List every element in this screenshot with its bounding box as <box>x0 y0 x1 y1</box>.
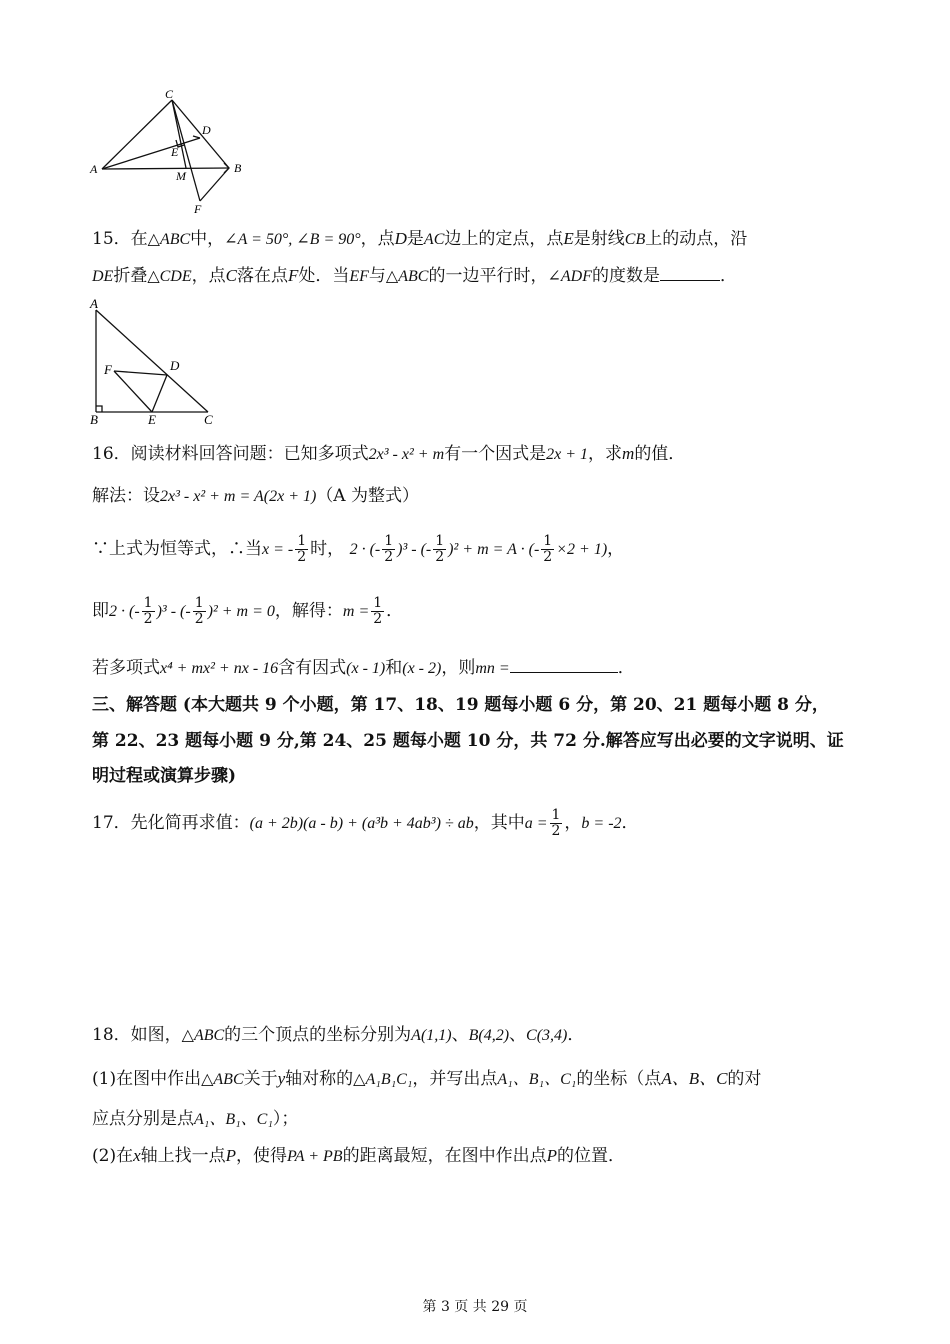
q16-text: ∵上式为恒等式，∴当 <box>92 539 262 559</box>
q15-point-E: E <box>563 229 574 248</box>
q18-part1-line1 <box>92 1066 761 1093</box>
q18-text: 、 <box>451 1025 469 1045</box>
fig2-label-D: D <box>170 358 180 373</box>
q16-text: ，则 <box>441 658 476 678</box>
q18-text: 如图， <box>130 1025 182 1045</box>
q18-distance-sum: PA + PB <box>287 1148 343 1165</box>
q16-fraction-half: $\frac{1}{2}$ <box>373 595 383 627</box>
q15-line1 <box>92 226 747 253</box>
section3-heading-line3: 明过程或演算步骤) <box>92 766 237 786</box>
q16-identity-line <box>92 532 624 567</box>
fig1-label-E: E <box>171 145 179 159</box>
section3-heading-line2: 第 22、23 题每小题 9 分,第 24、25 题每小题 10 分，共 72 分.解答应写出必要的文字说明、证 <box>92 731 844 751</box>
q16-fraction-half: $\frac{1}{2}$ <box>143 595 153 627</box>
q15-triangle-CDE: △CDE <box>147 268 192 285</box>
q18-number: 18． <box>92 1025 131 1045</box>
fig1-label-M: M <box>176 169 186 183</box>
q16-factor-1: (x - 1) <box>346 660 386 677</box>
q18-points-original: A、B、C <box>661 1069 728 1088</box>
q15-text: 中， <box>190 229 225 249</box>
q18-text: ，并写出点 <box>412 1069 498 1089</box>
q15-triangle: △ABC <box>147 231 191 248</box>
q16-text: ，求 <box>588 444 623 464</box>
fig2-label-F: F <box>104 362 112 377</box>
q18-line1 <box>92 1022 584 1049</box>
q16-solve-line <box>92 594 403 629</box>
fig1-label-B: B <box>234 161 242 175</box>
q18-point-P: P <box>546 1146 557 1165</box>
q17-text: 先化简再求值： <box>130 813 250 833</box>
q15-segment-DE: DE <box>92 268 114 285</box>
q18-text: ． <box>567 1025 585 1045</box>
q15-text: ，点 <box>360 229 395 249</box>
section3-heading-line1: 三、解答题 (本大题共 9 个小题，第 17、18、19 题每小题 6 分，第 20、21 题每小题 8 分， <box>92 695 829 715</box>
q16-text: 含有因式 <box>278 658 347 678</box>
q16-text: 和 <box>385 658 403 678</box>
q15-text: 处．当 <box>298 266 350 286</box>
q18-text: 的距离最短，在图中作出点 <box>342 1146 547 1166</box>
q17-text: ． <box>621 813 639 833</box>
q18-x-axis: x <box>133 1146 141 1165</box>
q15-text: ． <box>719 266 737 286</box>
q15-text: 是射线 <box>573 229 625 249</box>
q15-text: 是 <box>406 229 424 249</box>
q18-text: 的位置． <box>556 1146 625 1166</box>
q16-text: 阅读材料回答问题：已知多项式 <box>130 444 369 464</box>
q16-text: ． <box>617 658 635 678</box>
q18-text: 关于 <box>243 1069 278 1089</box>
q18-text: ，使得 <box>236 1146 288 1166</box>
q16-text: 的值． <box>634 444 686 464</box>
q16-m-value: m = <box>342 603 370 620</box>
q15-condition: ∠A = 50°, ∠B = 90° <box>224 231 361 248</box>
q16-text: ． <box>386 601 404 621</box>
q16-fraction-half: $\frac{1}{2}$ <box>297 533 307 565</box>
fig1-label-A: A <box>90 162 98 176</box>
q16-x-value: x = - <box>262 541 294 558</box>
q15-text: 的一边平行时， <box>428 266 548 286</box>
q15-segment-AC: AC <box>423 231 445 248</box>
q15-point-D: D <box>394 229 407 248</box>
fig2-label-A: A <box>90 296 98 311</box>
q15-text: ，点 <box>191 266 226 286</box>
q18-text: 的坐标（点 <box>576 1069 662 1089</box>
q18-points-reflected: A₁、B₁、C₁ <box>497 1071 577 1088</box>
q16-eq-part: 2 · (- <box>349 541 381 558</box>
q18-triangle: △ABC <box>181 1027 225 1044</box>
q16-line1 <box>92 441 685 468</box>
q16-eq2-part: 2 · (- <box>109 603 140 620</box>
q18-text: 轴对称的 <box>285 1069 354 1089</box>
q16-text: 时， <box>310 539 345 559</box>
q18-text: (1)在图中作出 <box>92 1069 202 1089</box>
q16-mn: mn = <box>475 660 510 677</box>
q16-var-m: m <box>622 444 635 463</box>
q18-point-B: B(4,2) <box>468 1027 510 1044</box>
q16-eq-part: ×2 + 1) <box>556 541 608 558</box>
q16-eq-part: )² + m = A · (- <box>448 541 540 558</box>
q16-answer-blank[interactable] <box>510 654 618 673</box>
q16-text: ，解得： <box>274 601 343 621</box>
q16-fraction-half: $\frac{1}{2}$ <box>384 533 394 565</box>
q16-question-line <box>92 654 635 682</box>
q18-triangle-reflected: △A₁B₁C₁ <box>353 1071 413 1088</box>
q16-eq2-part: )³ - (- <box>156 603 191 620</box>
q17-number: 17． <box>92 813 131 833</box>
q15-answer-blank[interactable] <box>660 262 720 281</box>
q18-text: 的三个顶点的坐标分别为 <box>224 1025 412 1045</box>
q18-points-reflected: A₁、B₁、C₁ <box>194 1111 273 1128</box>
q17-line <box>92 806 639 841</box>
fig2-label-C: C <box>204 412 213 427</box>
q18-triangle: △ABC <box>201 1071 244 1088</box>
q18-part2-line <box>92 1143 625 1170</box>
q16-eq2-part: )² + m = 0 <box>207 603 275 620</box>
q15-point-F: F <box>287 266 299 285</box>
q16-text: 若多项式 <box>92 658 160 678</box>
q17-expression: (a + 2b)(a - b) + (a³b + 4ab³) ÷ ab <box>249 815 474 832</box>
q18-text: 轴上找一点 <box>140 1146 226 1166</box>
q16-text: 即 <box>92 601 109 621</box>
fig2-label-E: E <box>148 412 156 427</box>
q17-fraction-half: $\frac{1}{2}$ <box>551 807 561 839</box>
q16-solution-line <box>92 483 419 510</box>
q15-ray-CB: CB <box>624 231 646 248</box>
fig1-label-F: F <box>194 202 202 216</box>
q15-text: 的度数是 <box>591 266 660 286</box>
page-footer: 第 3 页 共 29 页 <box>422 1299 528 1315</box>
q16-factor: 2x + 1 <box>546 446 589 463</box>
q15-text: 在 <box>130 229 148 249</box>
q15-line2 <box>92 262 737 290</box>
fig2-label-B: B <box>90 412 98 427</box>
q18-point-P: P <box>225 1146 237 1165</box>
figure-triangle-fold-2 <box>86 296 226 428</box>
q17-a-value: a = <box>524 815 548 832</box>
q17-b-value: b = -2 <box>581 815 622 832</box>
q16-polynomial-2: x⁴ + mx² + nx - 16 <box>160 660 279 677</box>
fig1-label-C: C <box>165 88 174 101</box>
q18-text: (2)在 <box>92 1146 134 1166</box>
q15-point-C: C <box>225 266 237 285</box>
q16-fraction-half: $\frac{1}{2}$ <box>543 533 553 565</box>
figure-triangle-fold-1 <box>88 88 258 218</box>
q15-text: 边上的定点，点 <box>444 229 564 249</box>
q17-text: ，其中 <box>473 813 525 833</box>
q15-angle-ADF: ∠ADF <box>547 268 592 285</box>
q16-number: 16． <box>92 444 131 464</box>
q16-solution-label: 解法：设 <box>92 486 160 506</box>
q15-text: 上的动点，沿 <box>645 229 748 249</box>
q18-text: 的对 <box>727 1069 762 1089</box>
q18-point-A: A(1,1) <box>411 1027 452 1044</box>
q15-triangle-ABC: △ABC <box>385 268 429 285</box>
q16-polynomial: 2x³ - x² + m <box>368 446 445 463</box>
q16-fraction-half: $\frac{1}{2}$ <box>435 533 445 565</box>
q15-text: 落在点 <box>236 266 288 286</box>
q16-text: 有一个因式是 <box>444 444 547 464</box>
q18-text: 、 <box>509 1025 527 1045</box>
fig1-label-D: D <box>202 123 211 137</box>
q18-text: ）； <box>272 1109 299 1129</box>
q16-factor-2: (x - 2) <box>402 660 442 677</box>
q15-segment-EF: EF <box>349 268 369 285</box>
q18-point-C: C(3,4) <box>526 1027 568 1044</box>
q18-text: 应点分别是点 <box>92 1109 194 1129</box>
q16-solution-equation: 2x³ - x² + m = A(2x + 1) <box>160 488 317 505</box>
q16-eq-part: )³ - (- <box>397 541 432 558</box>
q16-fraction-half: $\frac{1}{2}$ <box>194 595 204 627</box>
q18-part1-line2 <box>92 1106 298 1133</box>
q18-y-axis: y <box>277 1069 286 1088</box>
q16-solution-note: （A 为整式） <box>316 486 419 506</box>
q15-text: 折叠 <box>113 266 148 286</box>
q17-text: ， <box>564 813 582 833</box>
q15-number: 15． <box>92 229 131 249</box>
q16-text: ， <box>607 539 625 559</box>
q15-text: 与 <box>368 266 386 286</box>
